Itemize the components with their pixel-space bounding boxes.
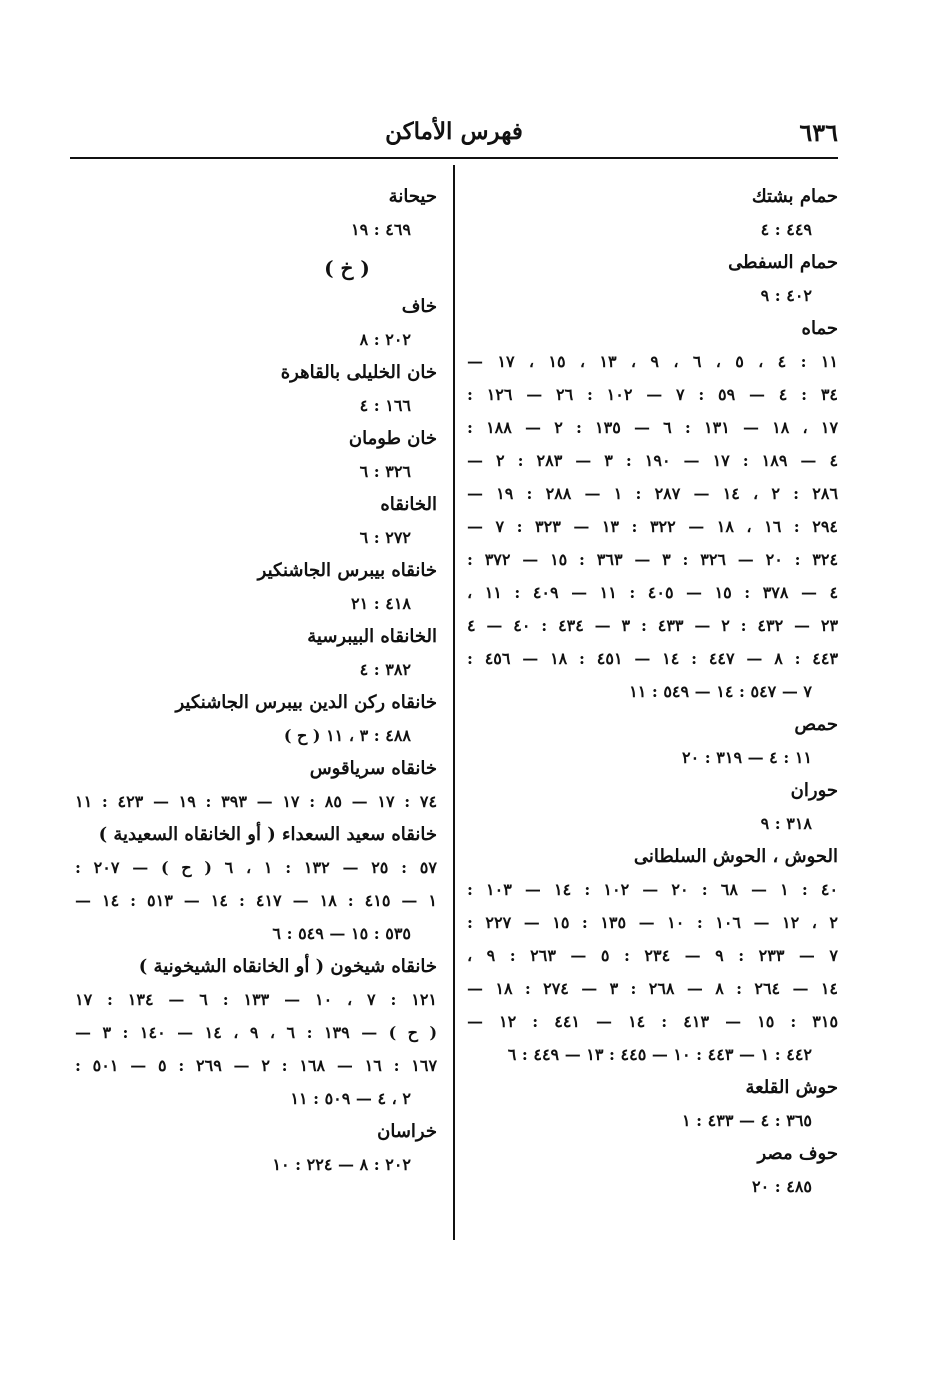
page-number: ٦٣٦ bbox=[799, 118, 838, 147]
index-entry bbox=[75, 488, 437, 554]
entry-reference: ٢٧٢ : ٦ bbox=[359, 528, 411, 547]
entry-title: خانقاه بيبرس الجاشنكير bbox=[257, 560, 437, 581]
entry-title: حوف مصر bbox=[757, 1143, 838, 1164]
entry-reference: ١٦٦ : ٤ bbox=[359, 396, 411, 415]
index-entry bbox=[75, 290, 437, 356]
entry-title: الخانقاه البيبرسية bbox=[307, 626, 437, 647]
entry-reference: ٣٢٤ : ٢٠ — ٣٢٦ : ٣ — ٣٦٣ : ١٥ — ٣٧٢ : bbox=[467, 550, 838, 569]
entry-reference: ١٦٧ : ١٦ — ١٦٨ : ٢ — ٢٦٩ : ٥ — ٥٠١ : bbox=[75, 1056, 437, 1075]
index-entry bbox=[75, 818, 437, 950]
entry-title: خانقاه ركن الدين بيبرس الجاشنكير bbox=[175, 692, 437, 713]
entry-reference: ( ح ) — ١٣٩ : ٦ ، ٩ ، ١٤ — ١٤٠ : ٣ — bbox=[75, 1023, 437, 1042]
entry-reference: ٣٤ : ٤ — ٥٩ : ٧ — ١٠٢ : ٢٦ — ١٢٦ : bbox=[467, 385, 838, 404]
entry-reference: ٢٠٢ : ٨ bbox=[359, 330, 411, 349]
entry-title: خان طومان bbox=[348, 428, 437, 449]
entry-reference: ٤١٨ : ٢١ bbox=[350, 594, 411, 613]
index-entry bbox=[467, 180, 838, 246]
entry-reference: ٤٤٢ : ١ — ٤٤٣ : ١٠ — ٤٤٥ : ١٣ — ٤٤٩ : ٦ bbox=[507, 1045, 812, 1064]
entry-reference: ٥٣٥ : ١٥ — ٥٤٩ : ٦ bbox=[272, 924, 411, 943]
index-entry bbox=[75, 752, 437, 818]
entry-reference: ٢ ، ٤ — ٥٠٩ : ١١ bbox=[290, 1089, 411, 1108]
entry-reference: ٤٠٢ : ٩ bbox=[760, 286, 812, 305]
entry-title: خراسان bbox=[377, 1121, 437, 1142]
index-group-top bbox=[75, 180, 437, 246]
entry-reference: ٤٨٨ : ٣ ، ١١ ( ح ) bbox=[283, 726, 411, 745]
index-column-left bbox=[75, 180, 437, 1181]
index-entry bbox=[75, 950, 437, 1115]
entry-title: حوش القلعة bbox=[745, 1077, 838, 1098]
entry-title: خانقاه شيخون ( أو الخانقاه الشيخونية ) bbox=[138, 956, 437, 977]
header-divider bbox=[70, 157, 838, 159]
index-entry bbox=[467, 246, 838, 312]
entry-reference: ٤ — ٣٧٨ : ١٥ — ٤٠٥ : ١١ — ٤٠٩ : ١١ ، bbox=[467, 583, 838, 602]
index-column-right bbox=[467, 180, 838, 1203]
entry-title: حمام السفطى bbox=[728, 252, 838, 273]
entry-reference: ٣١٨ : ٩ bbox=[760, 814, 812, 833]
entry-reference: ٧ — ٢٣٣ : ٩ — ٢٣٤ : ٥ — ٢٦٣ : ٩ ، bbox=[467, 946, 838, 965]
entry-title: حماه bbox=[801, 318, 838, 339]
entry-reference: ٧ — ٥٤٧ : ١٤ — ٥٤٩ : ١١ bbox=[629, 682, 812, 701]
index-entry bbox=[75, 1115, 437, 1181]
index-entry bbox=[75, 422, 437, 488]
index-entry bbox=[75, 686, 437, 752]
index-entry bbox=[467, 1071, 838, 1137]
entry-title: حيحانة bbox=[388, 186, 437, 207]
entry-title: حمص bbox=[794, 714, 838, 735]
entry-reference: ٣٨٢ : ٤ bbox=[359, 660, 411, 679]
entry-reference: ٤ — ١٨٩ : ١٧ — ١٩٠ : ٣ — ٢٨٣ : ٢ — bbox=[467, 451, 838, 470]
index-entry bbox=[467, 312, 838, 708]
entry-reference: ٤٤٩ : ٤ bbox=[760, 220, 812, 239]
entry-title: خانقاه سعيد السعداء ( أو الخانقاه السعيدية ) bbox=[98, 824, 437, 845]
entry-reference: ٧٤ : ١٧ — ٨٥ : ١٧ — ٣٩٣ : ١٩ — ٤٢٣ : ١١ bbox=[75, 792, 437, 811]
index-entry bbox=[75, 180, 437, 246]
index-entry bbox=[467, 840, 838, 1071]
entry-reference: ١٤ — ٢٦٤ : ٨ — ٢٦٨ : ٣ — ٢٧٤ : ١٨ — bbox=[467, 979, 838, 998]
index-entry bbox=[75, 356, 437, 422]
entry-reference: ٢٣ — ٤٣٢ : ٢ — ٤٣٣ : ٣ — ٤٣٤ : ٤٠ — ٤ bbox=[467, 616, 838, 635]
entry-reference: ٢٨٦ : ٢ ، ١٤ — ٢٨٧ : ١ — ٢٨٨ : ١٩ — bbox=[467, 484, 838, 503]
entry-reference: ١٧ ، ١٨ — ١٣١ : ٦ — ١٣٥ : ٢ — ١٨٨ : bbox=[467, 418, 838, 437]
entry-title: خاف bbox=[401, 296, 437, 317]
index-entry bbox=[467, 774, 838, 840]
entry-reference: ١١ : ٤ — ٣١٩ : ٢٠ bbox=[682, 748, 812, 767]
column-divider bbox=[453, 165, 455, 1240]
entry-title: خان الخليلى بالقاهرة bbox=[280, 362, 437, 383]
entry-title: الخانقاه bbox=[380, 494, 437, 515]
index-group-main bbox=[75, 290, 437, 1181]
entry-reference: ٢٩٤ : ١٦ ، ١٨ — ٣٢٢ : ١٣ — ٣٢٣ : ٧ — bbox=[467, 517, 838, 536]
page-header bbox=[70, 118, 838, 154]
entry-reference: ٣٢٦ : ٦ bbox=[359, 462, 411, 481]
entry-title: خانقاه سرياقوس bbox=[309, 758, 437, 779]
index-entry bbox=[75, 554, 437, 620]
section-letter-heading: ( خ ) bbox=[324, 256, 370, 280]
entry-reference: ١٢١ : ٧ ، ١٠ — ١٣٣ : ٦ — ١٣٤ : ١٧ bbox=[75, 990, 437, 1009]
entry-reference: ٢٠٢ : ٨ — ٢٢٤ : ١٠ bbox=[272, 1155, 411, 1174]
entry-title: حمام بشتك bbox=[751, 186, 838, 207]
entry-reference: ٣١٥ : ١٥ — ٤١٣ : ١٤ — ٤٤١ : ١٢ — bbox=[467, 1012, 838, 1031]
entry-title: حوران bbox=[790, 780, 838, 801]
entry-reference: ٥٧ : ٢٥ — ١٣٢ : ١ ، ٦ ( ح ) — ٢٠٧ : bbox=[75, 858, 437, 877]
entry-reference: ٤٠ : ١ — ٦٨ : ٢٠ — ١٠٢ : ١٤ — ١٠٣ : bbox=[467, 880, 838, 899]
index-entry bbox=[75, 620, 437, 686]
entry-reference: ٤٦٩ : ١٩ bbox=[350, 220, 411, 239]
page-title: فهرس الأماكن bbox=[385, 118, 523, 145]
index-entry bbox=[467, 1137, 838, 1203]
entry-reference: ٣٦٥ : ٤ — ٤٣٣ : ١ bbox=[682, 1111, 812, 1130]
entry-reference: ٢ ، ١٢ — ١٠٦ : ١٠ — ١٣٥ : ١٥ — ٢٢٧ : bbox=[467, 913, 838, 932]
entry-title: الحوش ، الحوش السلطانى bbox=[633, 846, 838, 867]
entry-reference: ١١ : ٤ ، ٥ ، ٦ ، ٩ ، ١٣ ، ١٥ ، ١٧ — bbox=[467, 352, 838, 371]
index-entry bbox=[467, 708, 838, 774]
entry-reference: ١ — ٤١٥ : ١٨ — ٤١٧ : ١٤ — ٥١٣ : ١٤ — bbox=[75, 891, 437, 910]
entry-reference: ٤٤٣ : ٨ — ٤٤٧ : ١٤ — ٤٥١ : ١٨ — ٤٥٦ : bbox=[467, 649, 838, 668]
entry-reference: ٤٨٥ : ٢٠ bbox=[751, 1177, 812, 1196]
